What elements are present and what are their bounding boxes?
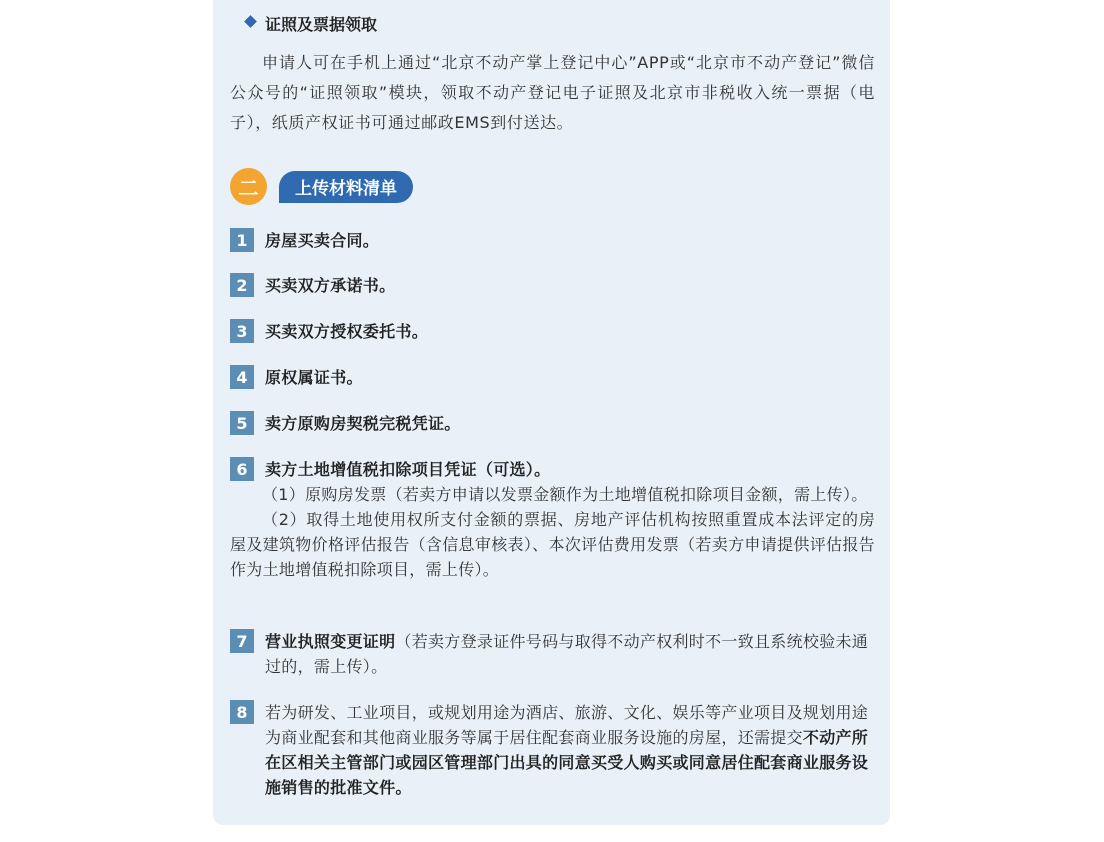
- item-normal-text: 若为研发、工业项目，或规划用途为酒店、旅游、文化、娱乐等产业项目及规划用途为商业配套和其他商业服务等属于居住配套商业服务设施的房屋，还需提交: [265, 703, 869, 747]
- item-number: 6: [230, 457, 254, 481]
- item-number: 7: [230, 629, 254, 653]
- content-card: [213, 0, 890, 825]
- item-bold-text: 营业执照变更证明: [265, 632, 396, 651]
- section-heading: [230, 168, 413, 205]
- item-text: 房屋买卖合同。: [265, 231, 380, 250]
- item-number: 5: [230, 411, 254, 435]
- item-number: 4: [230, 365, 254, 389]
- item-text: 卖方原购房契税完税凭证。: [265, 414, 461, 433]
- item-text: 卖方土地增值税扣除项目凭证（可选）。: [265, 460, 551, 479]
- item-text: 买卖双方授权委托书。: [265, 322, 429, 341]
- item-text: 原权属证书。: [265, 368, 363, 387]
- diamond-bullet-icon: [244, 15, 257, 28]
- item-bold-text: 不动产所在区相关主管部门或园区管理部门出具的同意买受人购买或同意居住配套商业服务设施销售的批准文件。: [265, 728, 869, 797]
- list-item: [230, 319, 875, 344]
- item-text: [265, 629, 875, 679]
- item-subtext: （1）原购房发票（若卖方申请以发票金额作为土地增值税扣除项目金额，需上传）。: [262, 485, 868, 504]
- intro-paragraph: 申请人可在手机上通过“北京不动产掌上登记中心”APP或“北京市不动产登记”微信公众号的“证照领取”模块，领取不动产登记电子证照及北京市非税收入统一票据（电子），纸质产权证书可通过邮政EMS到付送达。: [230, 53, 875, 132]
- section-title: 上传材料清单: [279, 171, 413, 203]
- item-subtext: （2）取得土地使用权所支付金额的票据、房地产评估机构按照重置成本法评定的房屋及建筑物价格评估报告（含信息审核表）、本次评估费用发票（若卖方申请提供评估报告作为土地增值税扣除项目，需上传）。: [230, 510, 875, 579]
- list-item: [230, 411, 875, 436]
- topic-heading: [246, 12, 377, 35]
- item-note: （若卖方登录证件号码与取得不动产权利时不一致且系统校验未通过的，需上传）。: [265, 632, 869, 676]
- list-item: [230, 629, 875, 679]
- list-item: [230, 228, 875, 253]
- item-number: 3: [230, 319, 254, 343]
- item-number: 1: [230, 228, 254, 252]
- list-item: [230, 273, 875, 298]
- list-item: [230, 457, 875, 582]
- section-number-badge: 二: [230, 168, 267, 205]
- item-text: 买卖双方承诺书。: [265, 276, 396, 295]
- item-number: 2: [230, 273, 254, 297]
- list-item: [230, 365, 875, 390]
- item-number: 8: [230, 700, 254, 724]
- list-item: [230, 700, 875, 800]
- topic-title: 证照及票据领取: [265, 15, 378, 34]
- item-text: [265, 700, 875, 800]
